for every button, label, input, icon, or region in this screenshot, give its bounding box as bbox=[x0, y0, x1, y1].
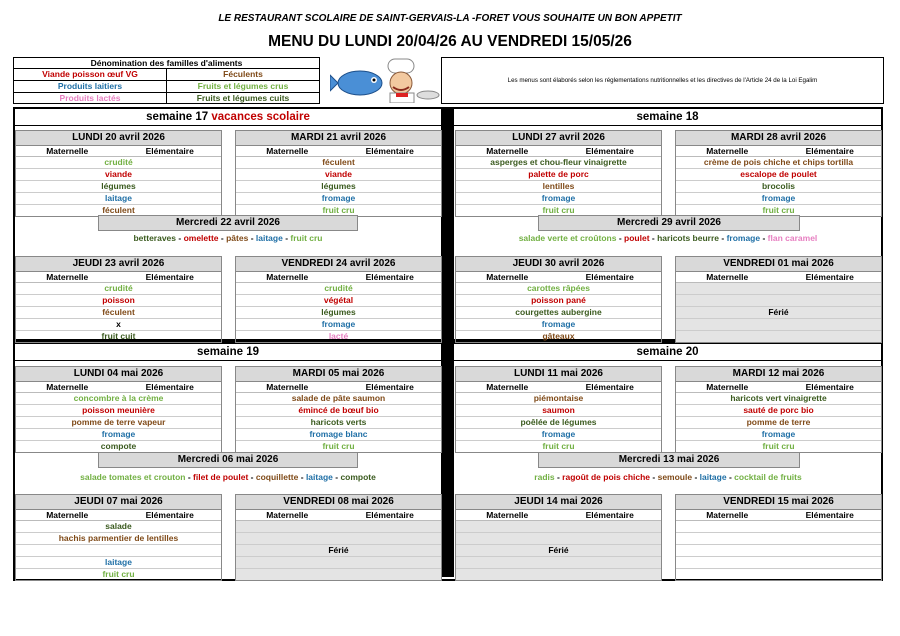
day-title: VENDREDI 15 mai 2026 bbox=[676, 495, 881, 510]
week-17-title bbox=[15, 109, 441, 126]
day-menu-d13 bbox=[15, 494, 222, 581]
wednesday-title: Mercredi 29 avril 2026 bbox=[538, 215, 800, 231]
menu-item: lentilles bbox=[456, 181, 661, 193]
holiday-label: vacances scolaire bbox=[211, 111, 310, 123]
holiday-label: Férié bbox=[236, 545, 441, 557]
wednesday-item: salade verte et croûtons bbox=[518, 233, 617, 243]
day-menu-d7 bbox=[455, 256, 662, 343]
menu-item: légumes bbox=[236, 307, 441, 319]
level-header bbox=[456, 382, 661, 393]
maternelle-label: Maternelle bbox=[706, 272, 749, 282]
menu-item: émincé de bœuf bio bbox=[236, 405, 441, 417]
menu-item bbox=[676, 283, 881, 295]
menu-item: fromage bbox=[16, 429, 221, 441]
wednesday-item: pâtes bbox=[226, 233, 249, 243]
menu-item: crème de pois chiche et chips tortilla bbox=[676, 157, 881, 169]
menu-item: carottes râpées bbox=[456, 283, 661, 295]
wednesday-menu bbox=[455, 471, 881, 483]
day-title: LUNDI 20 avril 2026 bbox=[16, 131, 221, 146]
menu-item: crudité bbox=[16, 283, 221, 295]
menu-item: fromage bbox=[676, 429, 881, 441]
legend-title: Dénomination des familles d'aliments bbox=[14, 58, 319, 69]
menu-item bbox=[676, 545, 881, 557]
day-menu-d12 bbox=[675, 366, 882, 453]
day-menu-d10 bbox=[235, 366, 442, 453]
menu-item: poêlée de légumes bbox=[456, 417, 661, 429]
wednesday-title: Mercredi 22 avril 2026 bbox=[98, 215, 358, 231]
menu-item: fruit cuit bbox=[101, 331, 136, 341]
regulation-note: Les menus sont élaborés selon les réglementations nutritionnelles et les directives de l'Article 24 de la Loi Egalim bbox=[441, 57, 884, 104]
wednesday-item: semoule bbox=[657, 472, 693, 482]
menu-item: féculent bbox=[16, 307, 221, 319]
menu-item: haricots verts bbox=[236, 417, 441, 429]
week-19-title: semaine 19 bbox=[15, 344, 441, 361]
week-18-title: semaine 18 bbox=[454, 109, 881, 126]
menu-item bbox=[676, 319, 881, 331]
menu-item: pomme de terre vapeur bbox=[16, 417, 221, 429]
separator: - bbox=[176, 233, 184, 243]
separator: - bbox=[218, 233, 227, 243]
elementaire-label: Elémentaire bbox=[145, 272, 194, 282]
day-menu-d15 bbox=[455, 494, 662, 581]
menu-item: saumon bbox=[456, 405, 661, 417]
maternelle-label: Maternelle bbox=[486, 382, 529, 392]
wednesday-item: flan caramel bbox=[767, 233, 818, 243]
wednesday-item: compote bbox=[340, 472, 376, 482]
menu-item: brocolis bbox=[676, 181, 881, 193]
wednesday-item: laitage bbox=[699, 472, 727, 482]
maternelle-label: Maternelle bbox=[266, 272, 309, 282]
menu-item bbox=[236, 533, 441, 545]
level-header bbox=[236, 382, 441, 393]
maternelle-label: Maternelle bbox=[706, 510, 749, 520]
day-title: VENDREDI 24 avril 2026 bbox=[236, 257, 441, 272]
maternelle-label: Maternelle bbox=[486, 510, 529, 520]
menu-item bbox=[676, 521, 881, 533]
elementaire-label: Elémentaire bbox=[145, 510, 194, 520]
maternelle-label: Maternelle bbox=[706, 382, 749, 392]
menu-item bbox=[676, 569, 881, 580]
day-menu-d2 bbox=[235, 130, 442, 217]
elementaire-label: Elémentaire bbox=[365, 146, 414, 156]
menu-item bbox=[236, 569, 441, 580]
wednesday-item: radis bbox=[534, 472, 555, 482]
day-title: LUNDI 27 avril 2026 bbox=[456, 131, 661, 146]
maternelle-label: Maternelle bbox=[706, 146, 749, 156]
menu-item: fruit cru bbox=[542, 205, 575, 215]
restaurant-greeting: LE RESTAURANT SCOLAIRE DE SAINT-GERVAIS-LA -FORET VOUS SOUHAITE UN BON APPETIT bbox=[218, 13, 682, 24]
separator: - bbox=[554, 472, 563, 482]
day-title: JEUDI 30 avril 2026 bbox=[456, 257, 661, 272]
menu-item bbox=[456, 521, 661, 533]
wednesday-menu bbox=[455, 232, 881, 244]
menu-item: courgettes aubergine bbox=[456, 307, 661, 319]
menu-item: fromage bbox=[236, 319, 441, 331]
menu-item: fruit cru bbox=[762, 205, 795, 215]
level-header bbox=[456, 272, 661, 283]
maternelle-label: Maternelle bbox=[266, 510, 309, 520]
menu-item: fruit cru bbox=[542, 441, 575, 451]
elementaire-label: Elémentaire bbox=[365, 510, 414, 520]
menu-item: piémontaise bbox=[456, 393, 661, 405]
menu-item bbox=[676, 557, 881, 569]
menu-item: hachis parmentier de lentilles bbox=[16, 533, 221, 545]
separator: - bbox=[185, 472, 194, 482]
menu-item: fromage bbox=[456, 319, 661, 331]
level-header bbox=[16, 382, 221, 393]
menu-item bbox=[236, 521, 441, 533]
separator: - bbox=[248, 233, 256, 243]
menu-item: fromage bbox=[236, 193, 441, 205]
menu-item: lacté bbox=[328, 331, 349, 341]
maternelle-label: Maternelle bbox=[486, 272, 529, 282]
separator: - bbox=[298, 472, 306, 482]
wednesday-item: poulet bbox=[624, 233, 650, 243]
menu-item bbox=[676, 331, 881, 342]
menu-item: asperges et chou-fleur vinaigrette bbox=[456, 157, 661, 169]
week-20-title: semaine 20 bbox=[454, 344, 881, 361]
maternelle-label: Maternelle bbox=[266, 382, 309, 392]
menu-item: féculent bbox=[236, 157, 441, 169]
menu-item bbox=[456, 557, 661, 569]
elementaire-label: Elémentaire bbox=[365, 272, 414, 282]
wednesday-title: Mercredi 06 mai 2026 bbox=[98, 452, 358, 468]
separator: - bbox=[616, 233, 625, 243]
menu-item: crudité bbox=[236, 283, 441, 295]
elementaire-label: Elémentaire bbox=[585, 146, 634, 156]
menu-item: légumes bbox=[16, 181, 221, 193]
level-header bbox=[236, 510, 441, 521]
separator: - bbox=[692, 472, 700, 482]
day-menu-d11 bbox=[455, 366, 662, 453]
menu-item: poisson pané bbox=[456, 295, 661, 307]
separator: - bbox=[332, 472, 341, 482]
menu-item: fruit cru bbox=[762, 441, 795, 451]
day-title: JEUDI 14 mai 2026 bbox=[456, 495, 661, 510]
separator: - bbox=[649, 233, 658, 243]
wednesday-item: ragoût de pois chiche bbox=[562, 472, 651, 482]
legend-item: Fruits et légumes cuits bbox=[196, 93, 290, 103]
maternelle-label: Maternelle bbox=[486, 146, 529, 156]
menu-item: légumes bbox=[236, 181, 441, 193]
wednesday-item: laitage bbox=[255, 233, 283, 243]
menu-item bbox=[456, 533, 661, 545]
day-menu-d8 bbox=[675, 256, 882, 343]
elementaire-label: Elémentaire bbox=[145, 382, 194, 392]
level-header bbox=[456, 146, 661, 157]
food-family-legend bbox=[13, 57, 320, 104]
menu-item: fruit cru bbox=[102, 569, 135, 579]
day-menu-d14 bbox=[235, 494, 442, 581]
menu-item: gâteaux bbox=[542, 331, 575, 341]
wednesday-item: cocktail de fruits bbox=[734, 472, 802, 482]
level-header bbox=[236, 272, 441, 283]
menu-item: palette de porc bbox=[456, 169, 661, 181]
separator: - bbox=[760, 233, 768, 243]
wednesday-item: coquillette bbox=[255, 472, 299, 482]
menu-item bbox=[676, 295, 881, 307]
day-title: MARDI 05 mai 2026 bbox=[236, 367, 441, 382]
wednesday-item: salade tomates et crouton bbox=[80, 472, 186, 482]
legend-item: Féculents bbox=[223, 69, 263, 79]
menu-item: féculent bbox=[102, 205, 135, 215]
wednesday-item: omelette bbox=[183, 233, 219, 243]
level-header bbox=[456, 510, 661, 521]
level-header bbox=[676, 382, 881, 393]
day-title: MARDI 12 mai 2026 bbox=[676, 367, 881, 382]
menu-period-title: MENU DU LUNDI 20/04/26 AU VENDREDI 15/05/26 bbox=[268, 33, 632, 50]
menu-item: fromage bbox=[456, 429, 661, 441]
menu-item: x bbox=[16, 319, 221, 331]
wednesday-item: fruit cru bbox=[290, 233, 323, 243]
elementaire-label: Elémentaire bbox=[805, 272, 854, 282]
separator: - bbox=[282, 233, 291, 243]
menu-item: laitage bbox=[16, 557, 221, 569]
menu-item: salade bbox=[16, 521, 221, 533]
menu-item: fromage bbox=[676, 193, 881, 205]
level-header bbox=[236, 146, 441, 157]
menu-item: compote bbox=[100, 441, 137, 451]
day-title: JEUDI 23 avril 2026 bbox=[16, 257, 221, 272]
wednesday-item: filet de poulet bbox=[193, 472, 249, 482]
legend-item: Fruits et légumes crus bbox=[197, 81, 289, 91]
chef-fish-illustration bbox=[330, 57, 440, 103]
day-title: LUNDI 11 mai 2026 bbox=[456, 367, 661, 382]
maternelle-label: Maternelle bbox=[46, 272, 89, 282]
wednesday-item: betteraves bbox=[133, 233, 177, 243]
elementaire-label: Elémentaire bbox=[585, 272, 634, 282]
day-title: MARDI 28 avril 2026 bbox=[676, 131, 881, 146]
legend-item: Produits lactés bbox=[14, 93, 167, 104]
day-menu-d3 bbox=[455, 130, 662, 217]
menu-item: fruit cru bbox=[322, 441, 355, 451]
elementaire-label: Elémentaire bbox=[145, 146, 194, 156]
day-menu-d16 bbox=[675, 494, 882, 581]
legend-row bbox=[14, 93, 319, 104]
elementaire-label: Elémentaire bbox=[805, 382, 854, 392]
wednesday-item: haricots beurre bbox=[657, 233, 719, 243]
menu-item: pomme de terre bbox=[676, 417, 881, 429]
menu-item bbox=[16, 545, 221, 557]
menu-item: salade de pâte saumon bbox=[236, 393, 441, 405]
level-header bbox=[676, 272, 881, 283]
holiday-label: Férié bbox=[456, 545, 661, 557]
wednesday-menu bbox=[15, 471, 441, 483]
day-menu-d4 bbox=[675, 130, 882, 217]
level-header bbox=[676, 146, 881, 157]
menu-item: laitage bbox=[16, 193, 221, 205]
day-menu-d5 bbox=[15, 256, 222, 343]
menu-item: fruit cru bbox=[322, 205, 355, 215]
maternelle-label: Maternelle bbox=[266, 146, 309, 156]
legend-row bbox=[14, 69, 319, 81]
day-title: MARDI 21 avril 2026 bbox=[236, 131, 441, 146]
day-title: VENDREDI 01 mai 2026 bbox=[676, 257, 881, 272]
elementaire-label: Elémentaire bbox=[585, 510, 634, 520]
menu-item bbox=[676, 533, 881, 545]
maternelle-label: Maternelle bbox=[46, 146, 89, 156]
menu-item: poisson meunière bbox=[16, 405, 221, 417]
menu-item: sauté de porc bio bbox=[676, 405, 881, 417]
menu-item: haricots vert vinaigrette bbox=[676, 393, 881, 405]
menu-item: escalope de poulet bbox=[676, 169, 881, 181]
menu-item bbox=[456, 569, 661, 580]
menu-item: fromage bbox=[456, 193, 661, 205]
maternelle-label: Maternelle bbox=[46, 510, 89, 520]
holiday-label: Férié bbox=[676, 307, 881, 319]
menu-item: végétal bbox=[236, 295, 441, 307]
level-header bbox=[16, 272, 221, 283]
elementaire-label: Elémentaire bbox=[365, 382, 414, 392]
legend-item: Viande poisson œuf VG bbox=[14, 69, 167, 80]
menu-item: crudité bbox=[16, 157, 221, 169]
day-menu-d9 bbox=[15, 366, 222, 453]
day-title: VENDREDI 08 mai 2026 bbox=[236, 495, 441, 510]
day-title: LUNDI 04 mai 2026 bbox=[16, 367, 221, 382]
day-menu-d6 bbox=[235, 256, 442, 343]
menu-item: fromage blanc bbox=[236, 429, 441, 441]
menu-item: concombre à la crème bbox=[16, 393, 221, 405]
level-header bbox=[16, 510, 221, 521]
separator: - bbox=[650, 472, 658, 482]
menu-item: viande bbox=[236, 169, 441, 181]
level-header bbox=[676, 510, 881, 521]
separator: - bbox=[248, 472, 256, 482]
elementaire-label: Elémentaire bbox=[805, 510, 854, 520]
week-title-text: semaine 17 bbox=[146, 111, 212, 123]
menu-item: viande bbox=[16, 169, 221, 181]
wednesday-item: fromage bbox=[726, 233, 761, 243]
day-menu-d1 bbox=[15, 130, 222, 217]
wednesday-title: Mercredi 13 mai 2026 bbox=[538, 452, 800, 468]
elementaire-label: Elémentaire bbox=[585, 382, 634, 392]
separator: - bbox=[719, 233, 727, 243]
menu-item: poisson bbox=[16, 295, 221, 307]
separator: - bbox=[726, 472, 735, 482]
level-header bbox=[16, 146, 221, 157]
day-title: JEUDI 07 mai 2026 bbox=[16, 495, 221, 510]
maternelle-label: Maternelle bbox=[46, 382, 89, 392]
wednesday-item: laitage bbox=[305, 472, 333, 482]
legend-item: Produits laitiers bbox=[14, 81, 167, 92]
menu-item bbox=[236, 557, 441, 569]
legend-row bbox=[14, 81, 319, 93]
wednesday-menu bbox=[15, 232, 441, 244]
elementaire-label: Elémentaire bbox=[805, 146, 854, 156]
